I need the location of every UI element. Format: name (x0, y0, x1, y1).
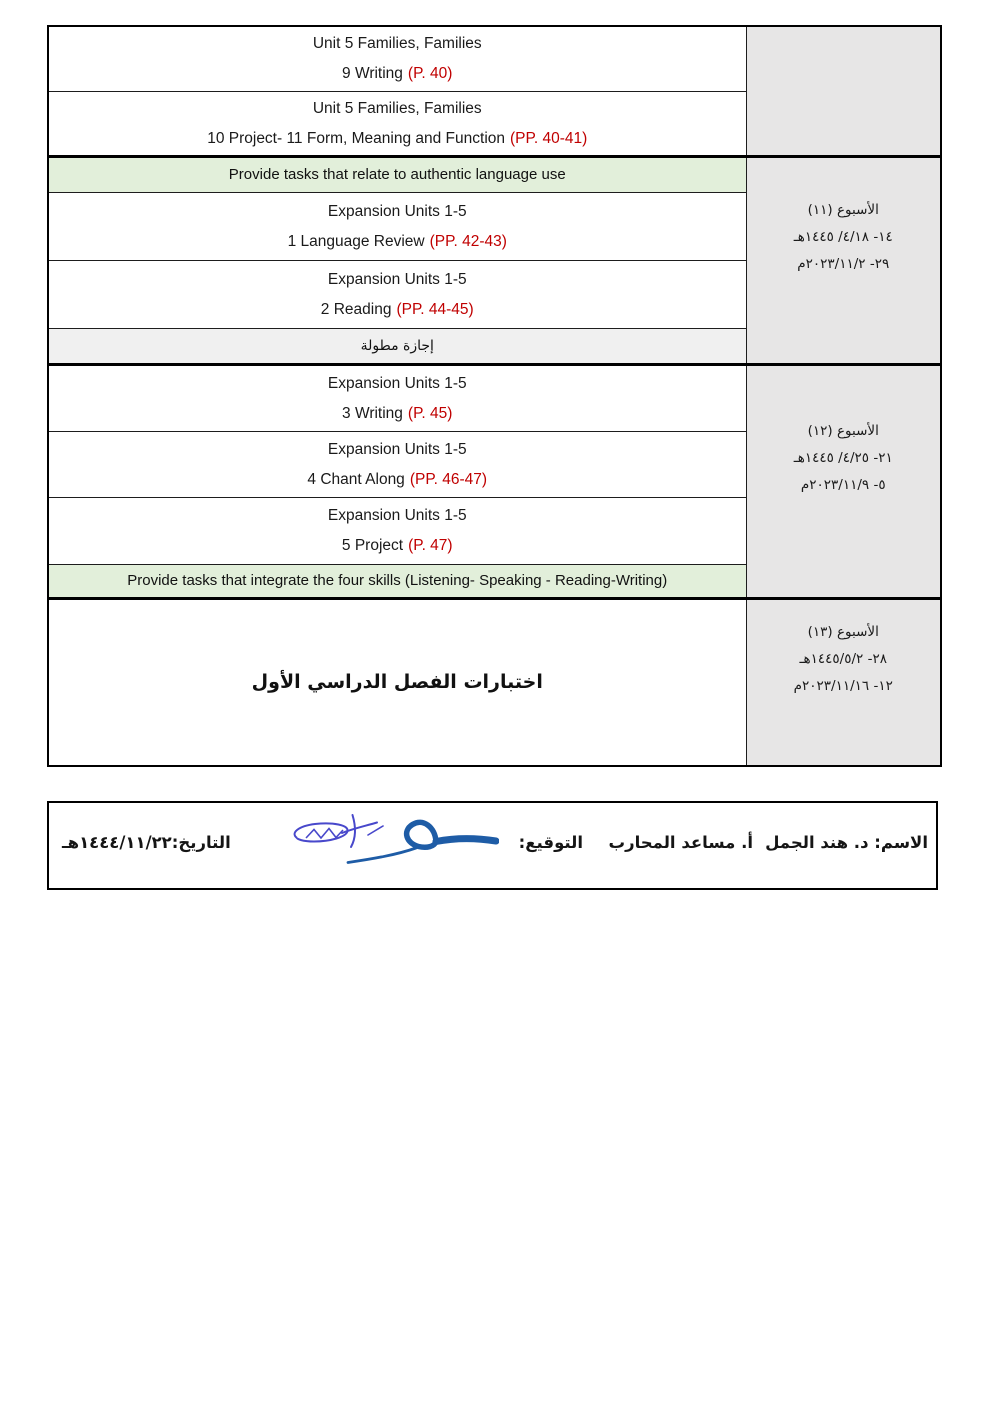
lesson-cell (48, 91, 746, 156)
week-cell-12 (746, 364, 941, 598)
week-label: الأسبوع (١١) (807, 201, 879, 218)
week-gregorian-dates: ٥- ٩/‏١١/‏٢٠٢٣م (800, 476, 886, 493)
week-hijri-dates: ٢٨- ٢/‏٥/‏١٤٤٥هـ (799, 650, 887, 667)
page-ref: (PP. 40-41) (510, 129, 588, 147)
lesson-title: Expansion Units 1-5 (327, 440, 467, 458)
week-label: الأسبوع (١٢) (807, 422, 879, 439)
week-cell-empty (746, 26, 941, 156)
lesson-detail (49, 232, 746, 251)
lesson-cell (48, 192, 746, 260)
lesson-detail (49, 536, 746, 555)
week-cell-13 (746, 598, 941, 766)
schedule-table-wrap (47, 25, 942, 767)
lesson-title: Expansion Units 1-5 (327, 202, 467, 220)
lesson-detail (49, 129, 746, 148)
strategy-banner: Provide tasks that relate to authentic language use (48, 156, 746, 192)
week-hijri-dates: ٢١- ٢٥/‏٤/ ١٤٤٥هـ (793, 449, 893, 466)
page-ref: (PP. 44-45) (396, 300, 474, 318)
lesson-title: Expansion Units 1-5 (327, 507, 467, 524)
lesson-title: Expansion Units 1-5 (327, 374, 467, 392)
week-cell-11 (746, 156, 941, 364)
exam-cell: اختبارات الفصل الدراسي الأول (48, 598, 746, 766)
assistant-name: أ. مساعد المحارب (608, 833, 753, 852)
lesson-cell (48, 260, 746, 328)
schedule-table (47, 25, 942, 767)
page-ref: (P. 45) (407, 404, 453, 422)
signature-label: التوقيع: (518, 833, 583, 852)
signature-box (47, 801, 938, 890)
page-ref: (PP. 42-43) (429, 232, 507, 250)
lesson-title: Expansion Units 1-5 (327, 270, 467, 288)
lesson-text: 4 Chant Along (307, 470, 405, 488)
page-ref: (PP. 46-47) (409, 470, 488, 488)
signature-scribble (284, 805, 499, 867)
name-label: الاسم: د. هند الجمل (765, 833, 928, 852)
lesson-text: 9 Writing (342, 65, 403, 83)
lesson-title: Unit 5 Families, Families (312, 99, 482, 117)
lesson-detail (49, 470, 746, 489)
strategy-banner: Provide tasks that integrate the four skills (Listening- Speaking - Reading-Writing) (48, 564, 746, 598)
lesson-detail (49, 300, 746, 319)
lesson-text: 10 Project- 11 Form, Meaning and Function (207, 129, 506, 147)
lesson-text: 1 Language Review (287, 232, 425, 250)
page-ref: (P. 40) (407, 65, 453, 83)
week-gregorian-dates: ١٢- ١٦/‏١١/‏٢٠٢٣م (793, 677, 893, 694)
lesson-text: 2 Reading (320, 300, 392, 318)
lesson-detail (49, 404, 746, 423)
page-ref: (P. 47) (408, 537, 453, 554)
week-label: الأسبوع (١٣) (807, 623, 879, 640)
date-label: التاريخ:٢٢/‏١١/‏١٤٤٤هـ (62, 833, 231, 852)
lesson-detail (49, 64, 746, 83)
lesson-cell (48, 364, 746, 431)
lesson-cell (48, 431, 746, 497)
lesson-title: Unit 5 Families, Families (312, 35, 482, 53)
week-hijri-dates: ١٤- ١٨/‏٤/ ١٤٤٥هـ (793, 228, 893, 245)
lesson-text: 3 Writing (342, 404, 403, 422)
lesson-cell (48, 26, 746, 91)
lesson-text: 5 Project (341, 537, 404, 554)
holiday-cell: إجازة مطولة (48, 328, 746, 364)
lesson-cell (48, 497, 746, 564)
week-gregorian-dates: ٢٩- ٢/‏١١/‏٢٠٢٣م (797, 255, 890, 272)
